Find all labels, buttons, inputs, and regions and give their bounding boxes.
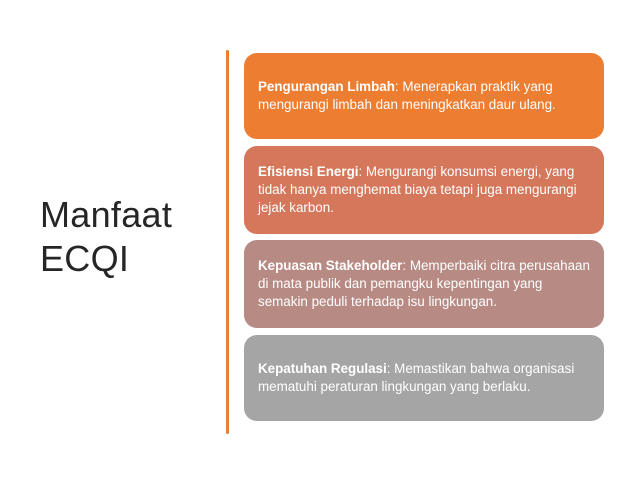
- benefit-card-waste-reduction: [244, 53, 604, 139]
- benefit-card-stakeholder-satisfaction: [244, 240, 604, 328]
- benefit-card-regulatory-compliance: [244, 335, 604, 421]
- benefit-card-text: [258, 78, 592, 114]
- benefit-card-text: [258, 257, 592, 311]
- benefit-card-text: [258, 163, 592, 217]
- benefit-card-description: : Memperbaiki citra perusahaan di mata publik dan pemangku kepentingan yang semakin peduli terhadap isu lingkungan.: [258, 258, 590, 309]
- benefit-card-heading: Kepatuhan Regulasi: [258, 361, 387, 376]
- benefit-card-heading: Pengurangan Limbah: [258, 79, 395, 94]
- benefit-card-description: : Memastikan bahwa organisasi mematuhi peraturan lingkungan yang berlaku.: [258, 361, 575, 394]
- benefit-card-description: : Menerapkan praktik yang mengurangi limbah dan meningkatkan daur ulang.: [258, 79, 556, 112]
- vertical-divider: [226, 50, 229, 434]
- benefit-card-heading: Kepuasan Stakeholder: [258, 258, 403, 273]
- benefit-card-text: [258, 360, 592, 396]
- slide-title-line-2: ECQI: [40, 238, 130, 279]
- benefit-card-heading: Efisiensi Energi: [258, 164, 359, 179]
- slide-title: [40, 193, 210, 281]
- slide-title-line-1: Manfaat: [40, 194, 173, 235]
- benefit-card-energy-efficiency: [244, 146, 604, 234]
- benefit-card-description: : Mengurangi konsumsi energi, yang tidak hanya menghemat biaya tetapi juga mengurangi jejak karbon.: [258, 164, 577, 215]
